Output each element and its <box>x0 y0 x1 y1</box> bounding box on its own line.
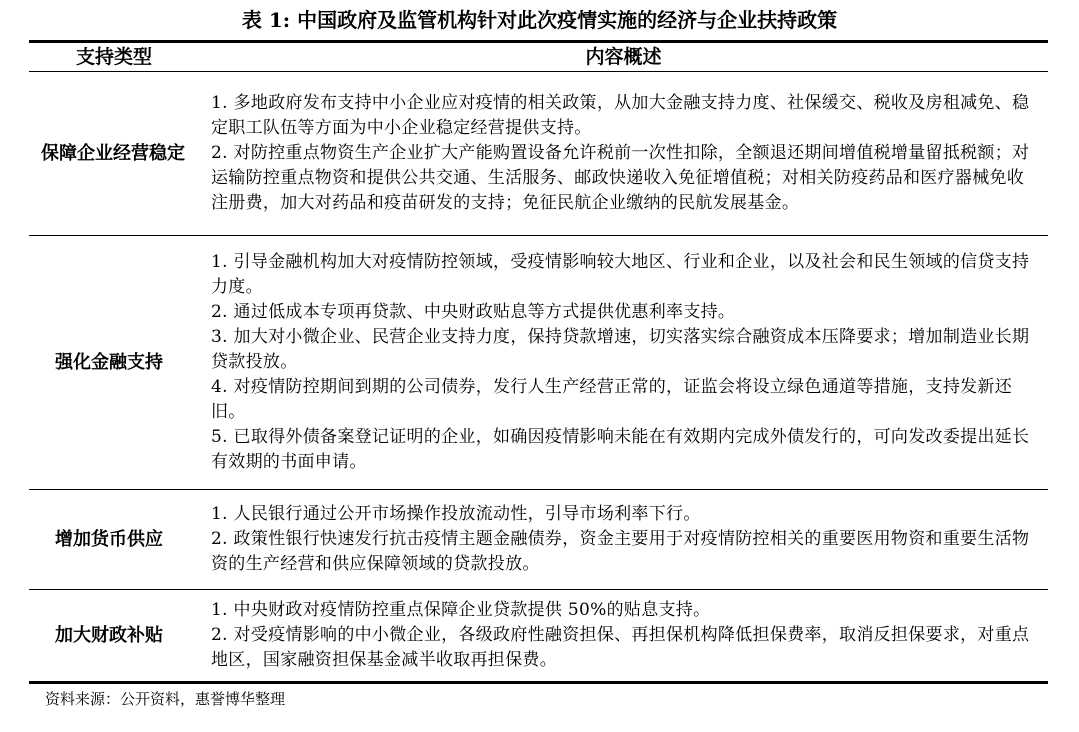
row-type-label: 强化金融支持 <box>55 351 163 373</box>
row-description <box>199 72 1048 236</box>
policy-item: 4. 对疫情防控期间到期的公司债券，发行人生产经营正常的，证监会将设立绿色通道等措施，支持发新还旧。 <box>211 376 1013 422</box>
table-row <box>29 490 1048 590</box>
header-support-type: 支持类型 <box>75 46 152 68</box>
policy-table <box>29 40 1048 684</box>
policy-item: 2. 对受疫情影响的中小微企业，各级政府性融资担保、再担保机构降低担保费率，取消反担保要求，对重点地区，国家融资担保基金减半收取再担保费。 <box>211 624 1030 670</box>
policy-item: 1. 人民银行通过公开市场操作投放流动性，引导市场利率下行。 <box>211 503 701 524</box>
row-description <box>199 236 1048 490</box>
table-header-row <box>29 42 1048 72</box>
table-row <box>29 72 1048 236</box>
table-row <box>29 590 1048 683</box>
policy-item: 1. 引导金融机构加大对疫情防控领域，受疫情影响较大地区、行业和企业，以及社会和民生领域的信贷支持力度。 <box>211 251 1030 297</box>
row-type-label: 保障企业经营稳定 <box>41 142 185 164</box>
row-type-label: 增加货币供应 <box>55 528 163 550</box>
policy-item: 5. 已取得外债备案登记证明的企业，如确因疫情影响未能在有效期内完成外债发行的，可向发改委提出延长有效期的书面申请。 <box>211 426 1030 472</box>
policy-item: 2. 通过低成本专项再贷款、中央财政贴息等方式提供优惠利率支持。 <box>211 301 736 322</box>
policy-item: 2. 对防控重点物资生产企业扩大产能购置设备允许税前一次性扣除，全额退还期间增值税增量留抵税额；对运输防控重点物资和提供公共交通、生活服务、邮政快递收入免征增值税；对相关防疫药品和医疗器械免收注册费，加大对药品和疫苗研发的支持；免征民航企业缴纳的民航发展基金。 <box>211 142 1030 213</box>
policy-item: 3. 加大对小微企业、民营企业支持力度，保持贷款增速，切实落实综合融资成本压降要求；增加制造业长期贷款投放。 <box>211 326 1030 372</box>
table-title: 表 1: 中国政府及监管机构针对此次疫情实施的经济与企业扶持政策 <box>241 8 838 32</box>
row-type-label: 加大财政补贴 <box>55 624 163 646</box>
source-note: 资料来源：公开资料，惠誉博华整理 <box>45 690 286 708</box>
policy-item: 1. 中央财政对疫情防控重点保障企业贷款提供 50%的贴息支持。 <box>211 599 711 620</box>
header-content-summary: 内容概述 <box>585 46 662 68</box>
policy-item: 2. 政策性银行快速发行抗击疫情主题金融债券，资金主要用于对疫情防控相关的重要医用物资和重要生活物资的生产经营和供应保障领域的贷款投放。 <box>211 528 1030 574</box>
table-row <box>29 236 1048 490</box>
row-description <box>199 490 1048 590</box>
policy-item: 1. 多地政府发布支持中小企业应对疫情的相关政策，从加大金融支持力度、社保缓交、税收及房租减免、稳定职工队伍等方面为中小企业稳定经营提供支持。 <box>211 92 1030 138</box>
row-description <box>199 590 1048 683</box>
